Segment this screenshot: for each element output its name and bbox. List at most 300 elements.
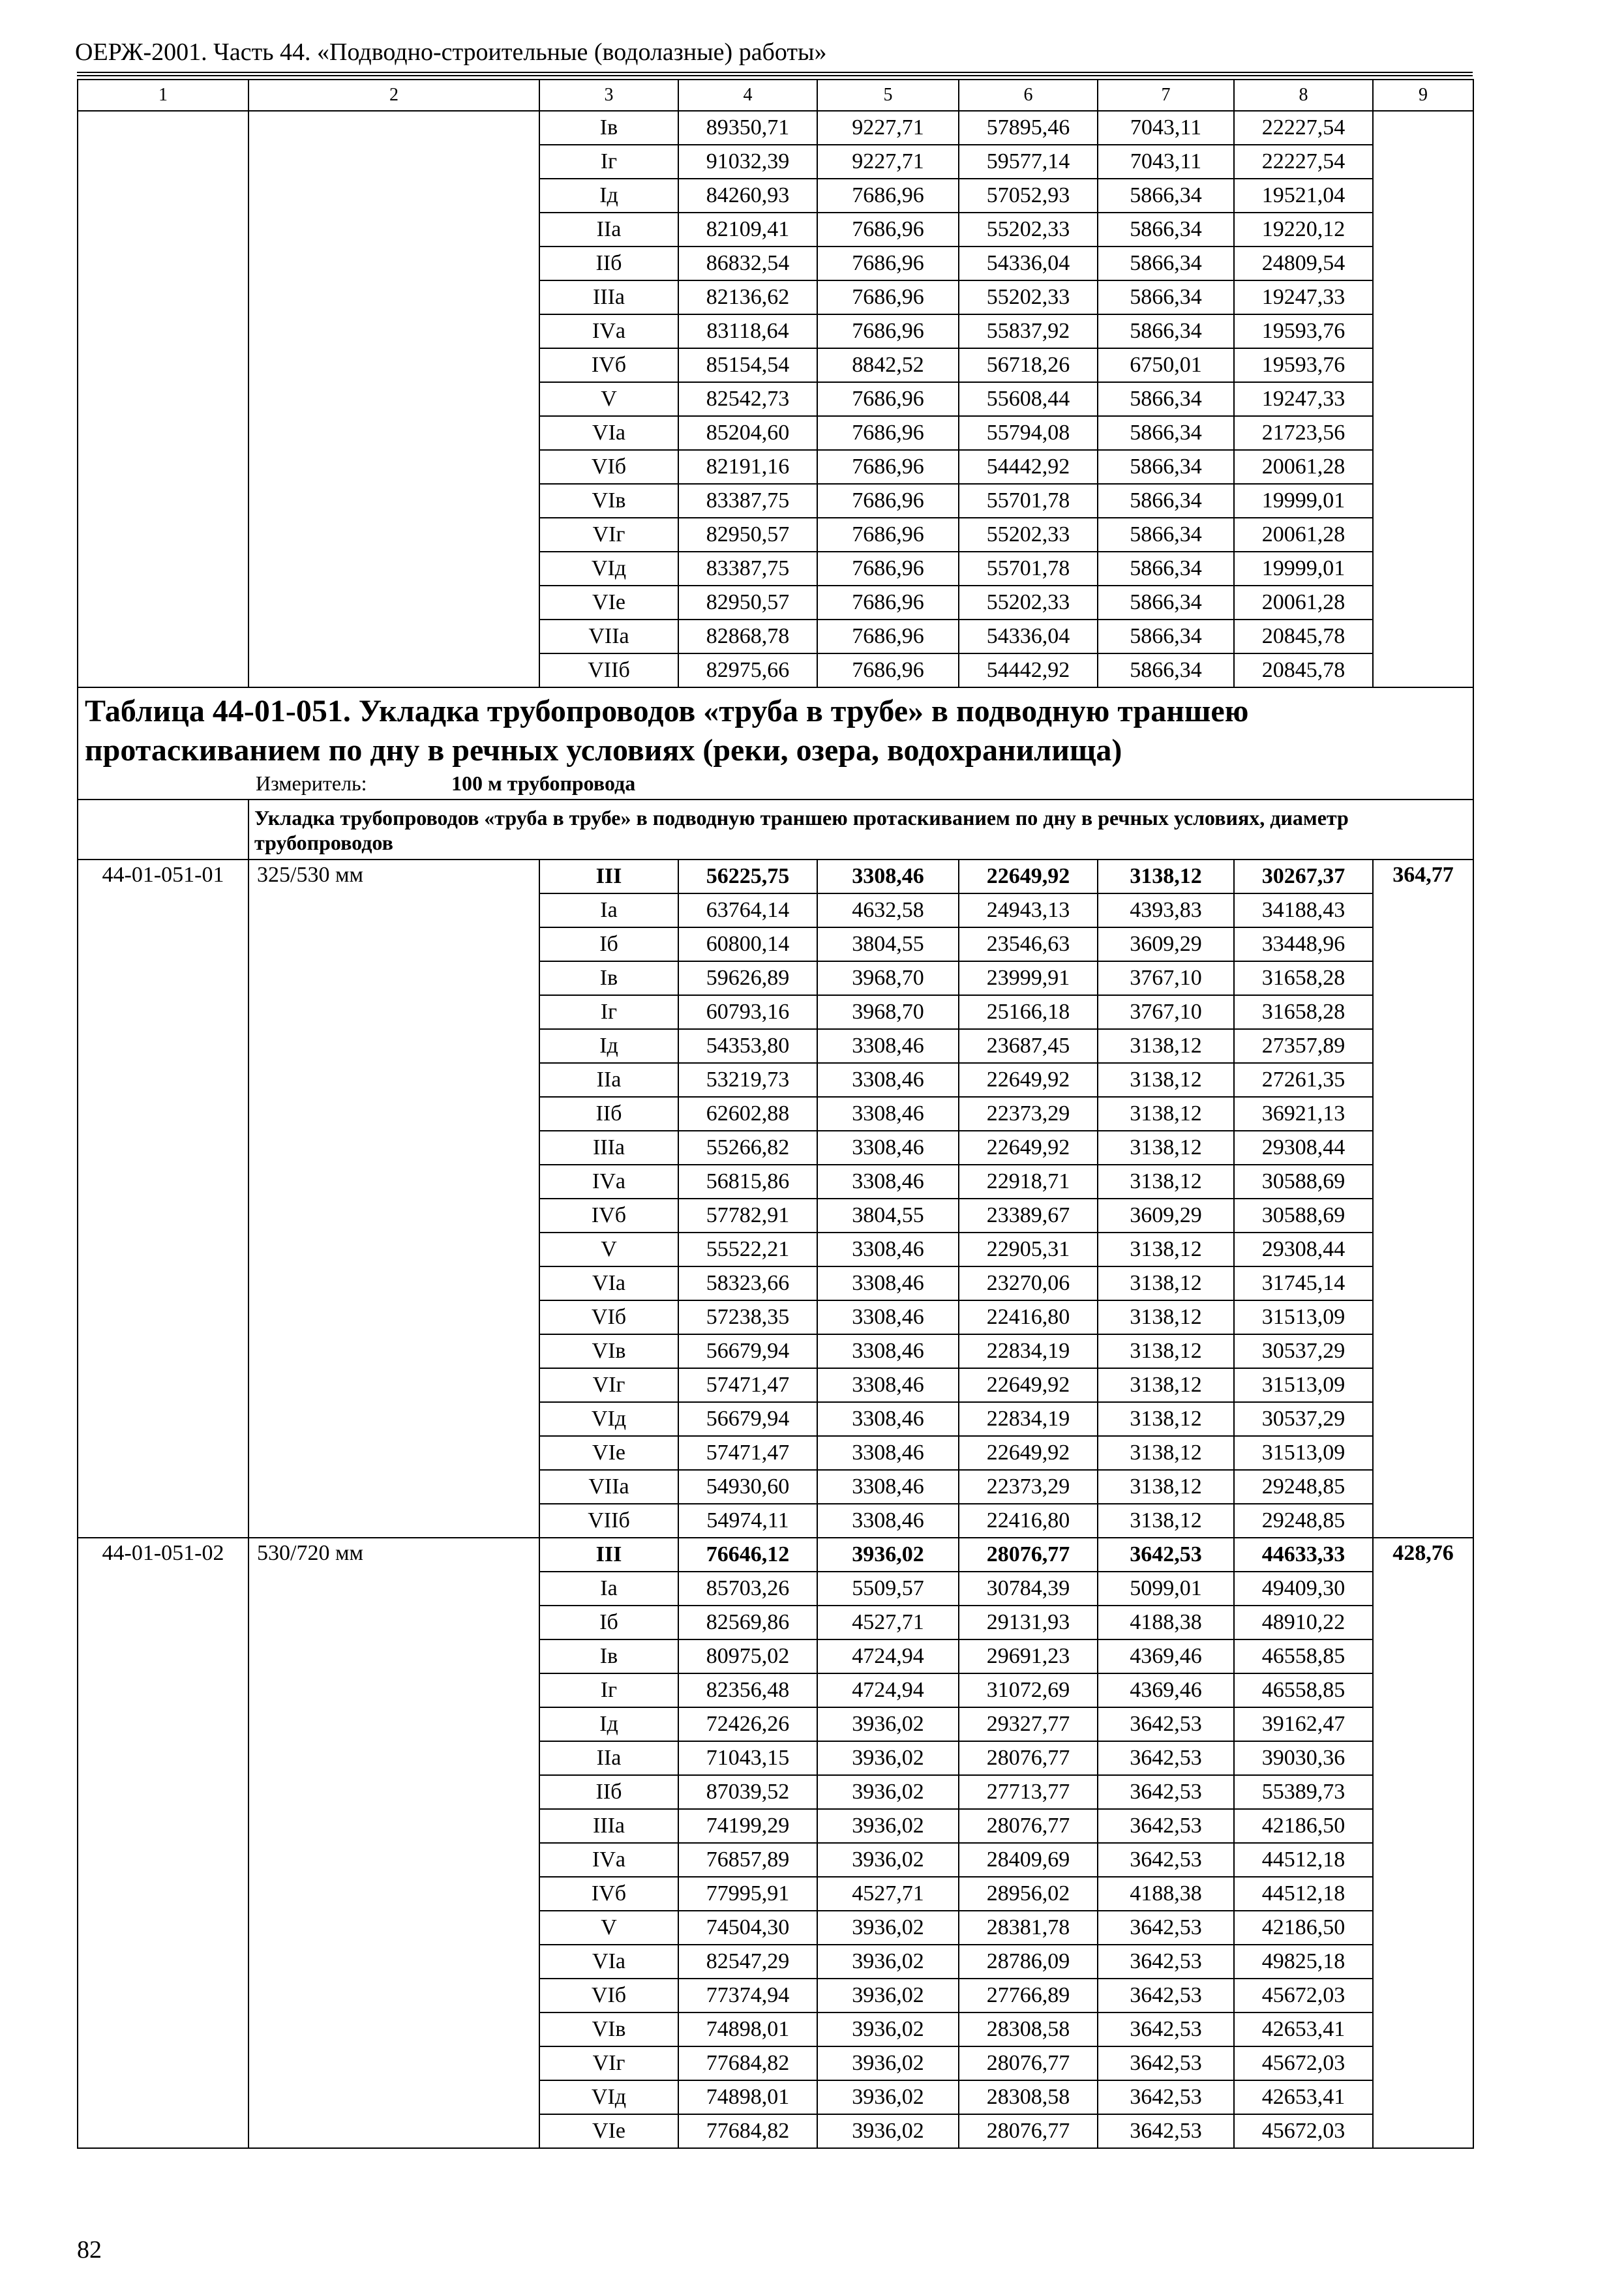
value-cell: 29308,44 (1234, 1131, 1373, 1165)
value-cell: 82109,41 (678, 213, 817, 247)
value-cell: 80975,02 (678, 1639, 817, 1673)
value-cell: 49409,30 (1234, 1572, 1373, 1606)
value-cell: 28786,09 (959, 1945, 1098, 1979)
value-cell: 27766,89 (959, 1979, 1098, 2012)
value-cell: 5866,34 (1098, 484, 1234, 518)
value-cell: 30784,39 (959, 1572, 1098, 1606)
value-cell: 82356,48 (678, 1673, 817, 1707)
value-cell: 19247,33 (1234, 280, 1373, 314)
value-cell: 3308,46 (817, 1029, 959, 1063)
price-index-cell: Iг (539, 145, 678, 179)
value-cell: 23389,67 (959, 1199, 1098, 1233)
price-index-cell: Iд (539, 1029, 678, 1063)
price-index-cell: VIг (539, 2046, 678, 2080)
value-cell: 3767,10 (1098, 995, 1234, 1029)
price-index-cell: VIе (539, 2114, 678, 2148)
value-cell: 3138,12 (1098, 1266, 1234, 1300)
value-cell: 57471,47 (678, 1368, 817, 1402)
value-cell: 3642,53 (1098, 1809, 1234, 1843)
price-index-cell: III (539, 1538, 678, 1572)
price-index-cell: VIд (539, 2080, 678, 2114)
value-cell: 19999,01 (1234, 552, 1373, 586)
value-cell: 4188,38 (1098, 1877, 1234, 1911)
value-cell: 82191,16 (678, 450, 817, 484)
table-title-row (78, 687, 1473, 800)
price-index-cell: IIб (539, 1775, 678, 1809)
value-cell: 5099,01 (1098, 1572, 1234, 1606)
value-cell: 3936,02 (817, 2114, 959, 2148)
price-index-cell: IIа (539, 1063, 678, 1097)
value-cell: 55701,78 (959, 552, 1098, 586)
value-cell: 39162,47 (1234, 1707, 1373, 1741)
price-index-cell: V (539, 1233, 678, 1266)
value-cell: 34188,43 (1234, 893, 1373, 927)
price-index-cell: VIг (539, 1368, 678, 1402)
value-cell: 5866,34 (1098, 620, 1234, 653)
value-cell: 42186,50 (1234, 1809, 1373, 1843)
value-cell: 62602,88 (678, 1097, 817, 1131)
value-cell: 82547,29 (678, 1945, 817, 1979)
value-cell: 30537,29 (1234, 1334, 1373, 1368)
price-index-cell: IVб (539, 1877, 678, 1911)
value-cell: 3308,46 (817, 1266, 959, 1300)
value-cell: 3138,12 (1098, 1334, 1234, 1368)
value-cell: 19521,04 (1234, 179, 1373, 213)
value-cell: 5866,34 (1098, 247, 1234, 280)
value-cell: 7686,96 (817, 518, 959, 552)
value-cell: 45672,03 (1234, 2046, 1373, 2080)
value-cell: 27713,77 (959, 1775, 1098, 1809)
value-cell: 3308,46 (817, 1402, 959, 1436)
price-index-cell: Iа (539, 1572, 678, 1606)
value-cell: 71043,15 (678, 1741, 817, 1775)
price-index-cell: VIе (539, 586, 678, 620)
table-row (78, 860, 1473, 893)
value-cell: 29248,85 (1234, 1504, 1373, 1538)
value-cell: 55389,73 (1234, 1775, 1373, 1809)
value-cell: 60800,14 (678, 927, 817, 961)
table-title-continued: протаскиванием по дну в речных условиях (реки, озера, водохранилища) (85, 733, 1122, 768)
item-diameter: 530/720 мм (248, 1538, 539, 2148)
value-cell: 22227,54 (1234, 145, 1373, 179)
value-cell: 46558,85 (1234, 1639, 1373, 1673)
value-cell: 3308,46 (817, 1368, 959, 1402)
value-cell: 6750,01 (1098, 348, 1234, 382)
header-rule (77, 72, 1473, 73)
value-cell: 42186,50 (1234, 1911, 1373, 1945)
column-number: 8 (1234, 80, 1373, 111)
value-cell: 55701,78 (959, 484, 1098, 518)
value-cell: 23687,45 (959, 1029, 1098, 1063)
unit-line (85, 770, 1466, 796)
value-cell: 3767,10 (1098, 961, 1234, 995)
running-header: ОЕРЖ-2001. Часть 44. «Подводно-строительные (водолазные) работы» (75, 38, 827, 66)
value-cell: 28956,02 (959, 1877, 1098, 1911)
value-cell: 19999,01 (1234, 484, 1373, 518)
value-cell: 22649,92 (959, 860, 1098, 893)
value-cell: 3308,46 (817, 1504, 959, 1538)
value-cell: 82868,78 (678, 620, 817, 653)
value-cell: 55837,92 (959, 314, 1098, 348)
price-index-cell: VIб (539, 1300, 678, 1334)
value-cell: 57895,46 (959, 111, 1098, 145)
value-cell: 22649,92 (959, 1436, 1098, 1470)
value-cell: 76646,12 (678, 1538, 817, 1572)
value-cell: 4527,71 (817, 1606, 959, 1639)
value-cell: 31513,09 (1234, 1436, 1373, 1470)
value-cell: 83387,75 (678, 552, 817, 586)
value-cell: 45672,03 (1234, 1979, 1373, 2012)
value-cell: 3138,12 (1098, 1402, 1234, 1436)
value-cell: 3968,70 (817, 961, 959, 995)
value-cell: 3138,12 (1098, 1063, 1234, 1097)
price-index-cell: VIа (539, 1945, 678, 1979)
value-cell: 3308,46 (817, 1300, 959, 1334)
value-cell: 31513,09 (1234, 1368, 1373, 1402)
value-cell: 55266,82 (678, 1131, 817, 1165)
value-cell: 49825,18 (1234, 1945, 1373, 1979)
price-index-cell: VIа (539, 416, 678, 450)
price-index-cell: VIе (539, 1436, 678, 1470)
price-index-cell: VIIа (539, 1470, 678, 1504)
item-col9-value: 428,76 (1373, 1538, 1473, 2148)
value-cell: 9227,71 (817, 145, 959, 179)
value-cell: 82569,86 (678, 1606, 817, 1639)
price-index-cell: Iв (539, 961, 678, 995)
value-cell: 74199,29 (678, 1809, 817, 1843)
value-cell: 53219,73 (678, 1063, 817, 1097)
value-cell: 56815,86 (678, 1165, 817, 1199)
value-cell: 3609,29 (1098, 1199, 1234, 1233)
value-cell: 5866,34 (1098, 416, 1234, 450)
value-cell: 4188,38 (1098, 1606, 1234, 1639)
value-cell: 22649,92 (959, 1063, 1098, 1097)
value-cell: 28381,78 (959, 1911, 1098, 1945)
header-rule-second (77, 75, 1473, 76)
value-cell: 82950,57 (678, 586, 817, 620)
value-cell: 54442,92 (959, 450, 1098, 484)
value-cell: 19220,12 (1234, 213, 1373, 247)
value-cell: 33448,96 (1234, 927, 1373, 961)
value-cell: 31745,14 (1234, 1266, 1373, 1300)
value-cell: 3138,12 (1098, 1131, 1234, 1165)
code-cell (78, 111, 248, 687)
price-index-cell: Iв (539, 111, 678, 145)
value-cell: 22834,19 (959, 1334, 1098, 1368)
table-subtitle: Укладка трубопроводов «труба в трубе» в подводную траншею протаскиванием по дну в речных условиях, диаметр трубопроводов (248, 800, 1473, 860)
value-cell: 82542,73 (678, 382, 817, 416)
page-number: 82 (77, 2236, 102, 2264)
value-cell: 3968,70 (817, 995, 959, 1029)
value-cell: 4632,58 (817, 893, 959, 927)
value-cell: 54442,92 (959, 653, 1098, 687)
value-cell: 87039,52 (678, 1775, 817, 1809)
value-cell: 55202,33 (959, 518, 1098, 552)
value-cell: 3936,02 (817, 2012, 959, 2046)
value-cell: 7686,96 (817, 280, 959, 314)
value-cell: 7686,96 (817, 382, 959, 416)
value-cell: 7043,11 (1098, 111, 1234, 145)
item-diameter: 325/530 мм (248, 860, 539, 1538)
value-cell: 19247,33 (1234, 382, 1373, 416)
value-cell: 3138,12 (1098, 1029, 1234, 1063)
value-cell: 30588,69 (1234, 1165, 1373, 1199)
value-cell: 7686,96 (817, 552, 959, 586)
value-cell: 72426,26 (678, 1707, 817, 1741)
value-cell: 3308,46 (817, 1334, 959, 1368)
value-cell: 3936,02 (817, 2080, 959, 2114)
description-cell (248, 111, 539, 687)
price-index-cell: IIа (539, 213, 678, 247)
price-index-cell: IIIа (539, 1131, 678, 1165)
value-cell: 85703,26 (678, 1572, 817, 1606)
price-index-cell: VIа (539, 1266, 678, 1300)
value-cell: 22834,19 (959, 1402, 1098, 1436)
value-cell: 55202,33 (959, 280, 1098, 314)
price-index-cell: VIIб (539, 653, 678, 687)
value-cell: 74898,01 (678, 2080, 817, 2114)
value-cell: 4724,94 (817, 1673, 959, 1707)
value-cell: 5866,34 (1098, 586, 1234, 620)
value-cell: 20845,78 (1234, 620, 1373, 653)
value-cell: 31072,69 (959, 1673, 1098, 1707)
item-col9-value: 364,77 (1373, 860, 1473, 1538)
value-cell: 30588,69 (1234, 1199, 1373, 1233)
value-cell: 58323,66 (678, 1266, 817, 1300)
value-cell: 3642,53 (1098, 1945, 1234, 1979)
value-cell: 31513,09 (1234, 1300, 1373, 1334)
value-cell: 3804,55 (817, 1199, 959, 1233)
value-cell: 57052,93 (959, 179, 1098, 213)
value-cell: 46558,85 (1234, 1673, 1373, 1707)
value-cell: 22649,92 (959, 1368, 1098, 1402)
value-cell: 3138,12 (1098, 1300, 1234, 1334)
value-cell: 4369,46 (1098, 1673, 1234, 1707)
price-index-cell: Iб (539, 927, 678, 961)
value-cell: 3138,12 (1098, 860, 1234, 893)
value-cell: 74504,30 (678, 1911, 817, 1945)
price-index-cell: IIб (539, 247, 678, 280)
value-cell: 36921,13 (1234, 1097, 1373, 1131)
col9-cell (1373, 111, 1473, 687)
price-index-cell: Iд (539, 179, 678, 213)
value-cell: 85204,60 (678, 416, 817, 450)
value-cell: 9227,71 (817, 111, 959, 145)
value-cell: 82950,57 (678, 518, 817, 552)
value-cell: 22649,92 (959, 1131, 1098, 1165)
value-cell: 5866,34 (1098, 518, 1234, 552)
value-cell: 86832,54 (678, 247, 817, 280)
price-index-cell: IVб (539, 348, 678, 382)
price-index-cell: V (539, 1911, 678, 1945)
value-cell: 63764,14 (678, 893, 817, 927)
value-cell: 39030,36 (1234, 1741, 1373, 1775)
value-cell: 31658,28 (1234, 961, 1373, 995)
value-cell: 30537,29 (1234, 1402, 1373, 1436)
value-cell: 77684,82 (678, 2114, 817, 2148)
price-index-cell: IVа (539, 314, 678, 348)
value-cell: 45672,03 (1234, 2114, 1373, 2148)
price-index-cell: VIд (539, 552, 678, 586)
value-cell: 22373,29 (959, 1097, 1098, 1131)
price-index-cell: VIг (539, 518, 678, 552)
value-cell: 57238,35 (678, 1300, 817, 1334)
price-index-cell: VIIа (539, 620, 678, 653)
value-cell: 28308,58 (959, 2080, 1098, 2114)
value-cell: 89350,71 (678, 111, 817, 145)
value-cell: 7686,96 (817, 620, 959, 653)
value-cell: 4369,46 (1098, 1639, 1234, 1673)
value-cell: 48910,22 (1234, 1606, 1373, 1639)
value-cell: 82136,62 (678, 280, 817, 314)
value-cell: 56718,26 (959, 348, 1098, 382)
value-cell: 5866,34 (1098, 653, 1234, 687)
value-cell: 23270,06 (959, 1266, 1098, 1300)
value-cell: 3936,02 (817, 1538, 959, 1572)
value-cell: 4393,83 (1098, 893, 1234, 927)
column-number: 3 (539, 80, 678, 111)
value-cell: 3642,53 (1098, 1538, 1234, 1572)
value-cell: 77995,91 (678, 1877, 817, 1911)
value-cell: 42653,41 (1234, 2080, 1373, 2114)
price-index-cell: IIб (539, 1097, 678, 1131)
value-cell: 5509,57 (817, 1572, 959, 1606)
value-cell: 20061,28 (1234, 518, 1373, 552)
value-cell: 8842,52 (817, 348, 959, 382)
table-title: Таблица 44-01-051. Укладка трубопроводов «труба в трубе» в подводную траншею (85, 694, 1249, 728)
value-cell: 28409,69 (959, 1843, 1098, 1877)
value-cell: 29131,93 (959, 1606, 1098, 1639)
value-cell: 20061,28 (1234, 450, 1373, 484)
value-cell: 3936,02 (817, 1843, 959, 1877)
value-cell: 29691,23 (959, 1639, 1098, 1673)
value-cell: 22227,54 (1234, 111, 1373, 145)
value-cell: 3642,53 (1098, 2080, 1234, 2114)
item-code: 44-01-051-02 (78, 1538, 248, 2148)
value-cell: 3308,46 (817, 860, 959, 893)
value-cell: 3138,12 (1098, 1233, 1234, 1266)
rates-table-body (78, 80, 1473, 2148)
value-cell: 19593,76 (1234, 348, 1373, 382)
price-index-cell: IIа (539, 1741, 678, 1775)
unit-label: Измеритель: (256, 771, 367, 795)
value-cell: 55608,44 (959, 382, 1098, 416)
value-cell: 22918,71 (959, 1165, 1098, 1199)
value-cell: 28076,77 (959, 1741, 1098, 1775)
column-number: 9 (1373, 80, 1473, 111)
value-cell: 3609,29 (1098, 927, 1234, 961)
value-cell: 42653,41 (1234, 2012, 1373, 2046)
value-cell: 77374,94 (678, 1979, 817, 2012)
value-cell: 60793,16 (678, 995, 817, 1029)
value-cell: 7686,96 (817, 179, 959, 213)
value-cell: 55522,21 (678, 1233, 817, 1266)
value-cell: 21723,56 (1234, 416, 1373, 450)
value-cell: 3308,46 (817, 1097, 959, 1131)
value-cell: 24943,13 (959, 893, 1098, 927)
value-cell: 3138,12 (1098, 1165, 1234, 1199)
value-cell: 3936,02 (817, 1741, 959, 1775)
unit-value: 100 м трубопровода (451, 771, 636, 795)
column-number: 4 (678, 80, 817, 111)
value-cell: 4724,94 (817, 1639, 959, 1673)
value-cell: 54930,60 (678, 1470, 817, 1504)
value-cell: 3308,46 (817, 1470, 959, 1504)
value-cell: 20061,28 (1234, 586, 1373, 620)
value-cell: 55202,33 (959, 586, 1098, 620)
price-index-cell: V (539, 382, 678, 416)
value-cell: 3642,53 (1098, 2114, 1234, 2148)
value-cell: 76857,89 (678, 1843, 817, 1877)
value-cell: 5866,34 (1098, 314, 1234, 348)
value-cell: 54336,04 (959, 247, 1098, 280)
value-cell: 3138,12 (1098, 1436, 1234, 1470)
value-cell: 4527,71 (817, 1877, 959, 1911)
value-cell: 3308,46 (817, 1233, 959, 1266)
price-index-cell: Iа (539, 893, 678, 927)
value-cell: 5866,34 (1098, 552, 1234, 586)
value-cell: 55202,33 (959, 213, 1098, 247)
column-number: 5 (817, 80, 959, 111)
value-cell: 7686,96 (817, 484, 959, 518)
value-cell: 3642,53 (1098, 2046, 1234, 2080)
value-cell: 5866,34 (1098, 382, 1234, 416)
value-cell: 54353,80 (678, 1029, 817, 1063)
column-number: 2 (248, 80, 539, 111)
value-cell: 7686,96 (817, 213, 959, 247)
rates-table (77, 79, 1474, 2149)
value-cell: 25166,18 (959, 995, 1098, 1029)
value-cell: 84260,93 (678, 179, 817, 213)
value-cell: 5866,34 (1098, 213, 1234, 247)
price-index-cell: IIIа (539, 1809, 678, 1843)
column-number: 6 (959, 80, 1098, 111)
value-cell: 74898,01 (678, 2012, 817, 2046)
value-cell: 28076,77 (959, 1538, 1098, 1572)
value-cell: 3642,53 (1098, 1911, 1234, 1945)
price-index-cell: Iг (539, 995, 678, 1029)
value-cell: 44633,33 (1234, 1538, 1373, 1572)
value-cell: 57782,91 (678, 1199, 817, 1233)
value-cell: 85154,54 (678, 348, 817, 382)
value-cell: 28076,77 (959, 2114, 1098, 2148)
value-cell: 59626,89 (678, 961, 817, 995)
value-cell: 3936,02 (817, 1911, 959, 1945)
value-cell: 56679,94 (678, 1402, 817, 1436)
item-code: 44-01-051-01 (78, 860, 248, 1538)
value-cell: 23546,63 (959, 927, 1098, 961)
value-cell: 30267,37 (1234, 860, 1373, 893)
price-index-cell: Iд (539, 1707, 678, 1741)
price-index-cell: Iв (539, 1639, 678, 1673)
value-cell: 3138,12 (1098, 1470, 1234, 1504)
table-title-cell (78, 687, 1473, 800)
value-cell: 5866,34 (1098, 280, 1234, 314)
value-cell: 54336,04 (959, 620, 1098, 653)
value-cell: 5866,34 (1098, 179, 1234, 213)
value-cell: 7686,96 (817, 653, 959, 687)
value-cell: 3936,02 (817, 1945, 959, 1979)
value-cell: 3642,53 (1098, 1775, 1234, 1809)
value-cell: 19593,76 (1234, 314, 1373, 348)
value-cell: 3138,12 (1098, 1368, 1234, 1402)
price-index-cell: IIIа (539, 280, 678, 314)
value-cell: 3308,46 (817, 1131, 959, 1165)
price-index-cell: III (539, 860, 678, 893)
value-cell: 28076,77 (959, 1809, 1098, 1843)
table-row (78, 1538, 1473, 1572)
value-cell: 7686,96 (817, 314, 959, 348)
